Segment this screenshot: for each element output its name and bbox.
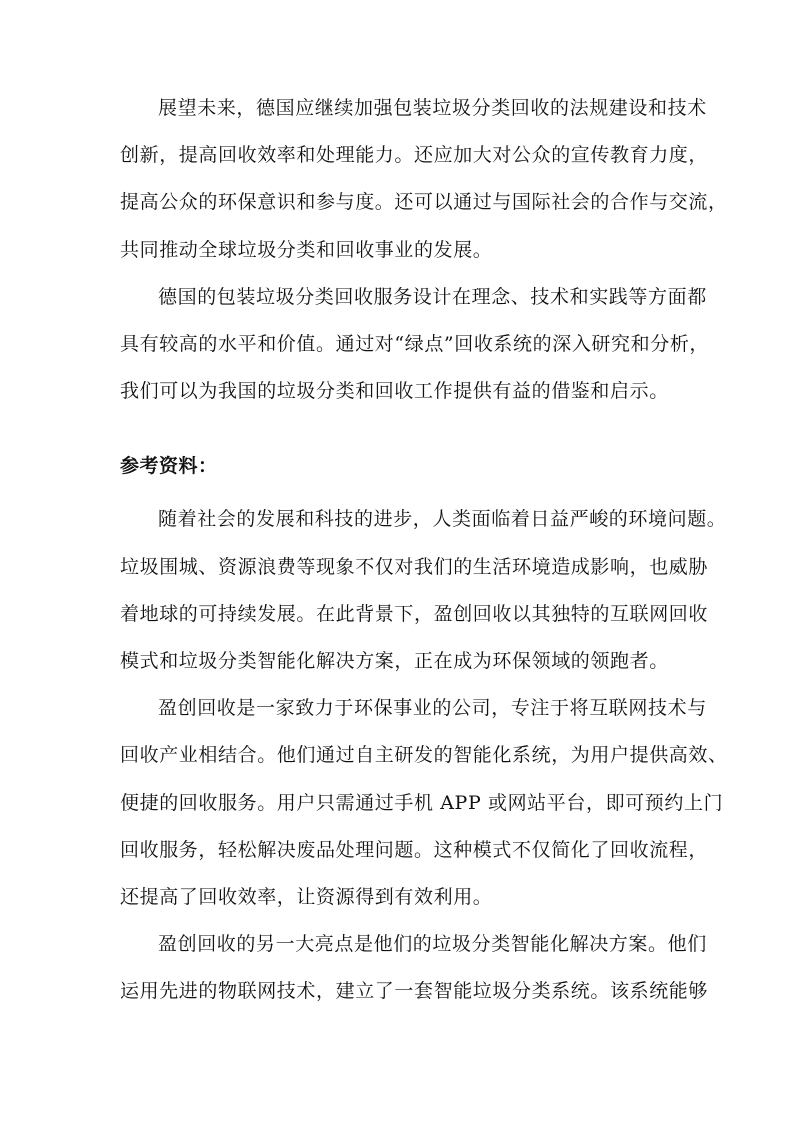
text-line: 随着社会的发展和科技的进步，人类面临着日益严峻的环境问题。: [158, 508, 727, 531]
paragraph-company-intro: [120, 685, 728, 921]
text-line: 德国的包装垃圾分类回收服务设计在理念、技术和实践等方面都: [158, 285, 707, 308]
text-line: 回收产业相结合。他们通过自主研发的智能化系统，为用户提供高效、: [120, 744, 728, 767]
text-line: 回收服务，轻松解决废品处理问题。这种模式不仅简化了回收流程，: [120, 838, 709, 861]
text-line: 我们可以为我国的垃圾分类和回收工作提供有益的借鉴和启示。: [120, 380, 669, 403]
text-line: 模式和垃圾分类智能化解决方案，正在成为环保领域的领跑者。: [120, 650, 669, 673]
document-page: [120, 85, 728, 1016]
text-line: 垃圾围城、资源浪费等现象不仅对我们的生活环境造成影响，也威胁: [120, 555, 709, 578]
text-line: 盈创回收的另一大亮点是他们的垃圾分类智能化解决方案。他们: [158, 933, 707, 956]
text-line: 展望未来，德国应继续加强包装垃圾分类回收的法规建设和技术: [158, 97, 707, 119]
text-line: 着地球的可持续发展。在此背景下，盈创回收以其独特的互联网回收: [120, 602, 709, 625]
text-line: 运用先进的物联网技术，建立了一套智能垃圾分类系统。该系统能够: [120, 980, 709, 1003]
references-heading: 参考资料：: [120, 455, 218, 478]
text-line: 提高公众的环保意识和参与度。还可以通过与国际社会的合作与交流，: [120, 191, 728, 214]
text-line: 共同推动全球垃圾分类和回收事业的发展。: [120, 238, 493, 261]
text-line: 盈创回收是一家致力于环保事业的公司，专注于将互联网技术与: [158, 697, 707, 720]
text-line: 具有较高的水平和价值。通过对“绿点”回收系统的深入研究和分析，: [120, 333, 710, 356]
paragraph-background: [120, 496, 727, 685]
paragraph-outlook: [120, 85, 728, 274]
paragraph-conclusion: [120, 274, 710, 416]
text-line: 便捷的回收服务。用户只需通过手机 APP 或网站平台，即可预约上门: [120, 791, 724, 814]
text-line: 创新，提高回收效率和处理能力。还应加大对公众的宣传教育力度，: [120, 144, 709, 167]
paragraph-smart-sorting: [120, 921, 709, 1015]
text-line: 还提高了回收效率，让资源得到有效利用。: [120, 886, 493, 909]
